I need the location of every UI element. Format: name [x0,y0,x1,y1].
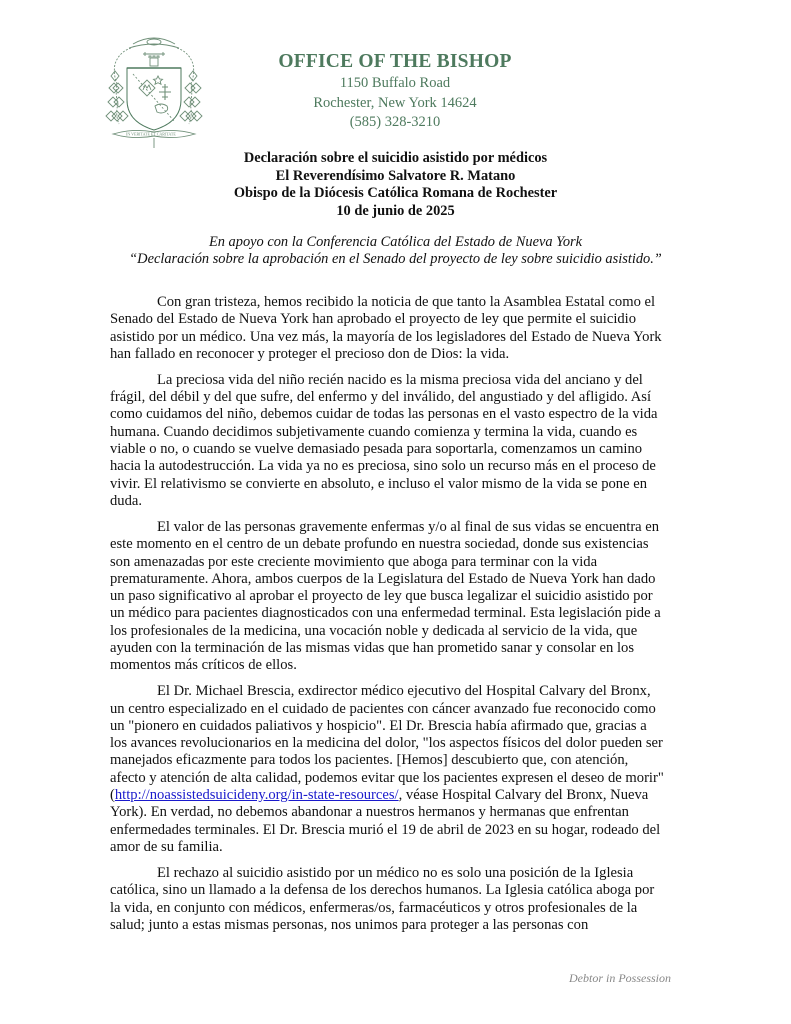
subheading-line: “Declaración sobre la aprobación en el Senado del proyecto de ley sobre suicidio asistido.” [129,251,662,267]
text-line: amor de su familia. [110,838,223,855]
diocesan-crest-logo [103,30,205,150]
document-body [110,294,676,943]
letterhead [250,50,540,133]
text-line: como cuidamos del niño, debemos cuidar de todas las personas en el vasto espectro de la vida [110,406,658,423]
text-line: un "pionero en cuidados paliativos y hospicio". El Dr. Brescia había afirmado que, gracias a [110,717,647,734]
paragraph [110,294,676,363]
document-date: 10 de junio de 2025 [336,202,455,219]
text-line: duda. [110,492,143,509]
document-heading [130,150,661,220]
address-city: Rochester, New York 14624 [313,94,477,111]
text-line: El rechazo al suicidio asistido por un médico no es solo una posición de la Iglesia [157,864,634,881]
text-line: prematuramente. Ahora, ambos cuerpos de la Legislatura del Estado de Nueva York han dado [110,570,656,587]
text-line: han fallado en reconocer y proteger el precioso don de Dios: la vida. [110,345,510,362]
text-line: un médico para pacientes diagnosticados con una enfermedad terminal. Esta legislación pide a [110,605,661,622]
paragraph [110,519,676,675]
resources-link[interactable]: http://noassistedsuicideny.org/in-state-resources/ [114,787,399,804]
text-line: El valor de las personas gravemente enfermas y/o al final de sus vidas se encuentra en [157,518,660,535]
debtor-watermark: Debtor in Possession [569,971,671,985]
svg-text:IN VERITATE ET CARITATE: IN VERITATE ET CARITATE [126,131,176,137]
text-line: Con gran tristeza, hemos recibido la noticia de que tanto la Asamblea Estatal como el [157,294,656,310]
text-line: afecto y atención de alta calidad, podemos evitar que los pacientes expresen el deseo de morir" [110,769,664,786]
text-line: hacia la autodestrucción. La vida ya no es preciosa, sino solo un recurso más en el proceso de [110,458,656,475]
text-line: un paso significativo al aprobar el proyecto de ley que busca legalizar el suicidio asistido por [110,588,653,605]
link-prefix: ( [110,787,115,804]
document-title: Declaración sobre el suicidio asistido por médicos [243,150,548,166]
text-line: manejados eficazmente para todos los pacientes. [Hemos] descubierto que, con atención, [110,752,629,769]
paragraph [110,683,676,856]
text-line: vivir. El relativismo se convierte en absoluto, e incluso el valor mismo de la vida se pone en [110,475,647,492]
text-line: La preciosa vida del niño recién nacido es la misma preciosa vida del anciano y del [157,371,643,388]
text-line: viable o no, o cuando se vuelve demasiado pesada para soportarla, comenzamos un camino [110,441,643,458]
subheading [110,234,681,268]
office-title: OFFICE OF THE BISHOP [278,51,512,72]
text-line: este momento en el centro de un debate profundo en nuestra sociedad, donde sus existencias [110,536,649,553]
text-line: El Dr. Michael Brescia, exdirector médico ejecutivo del Hospital Calvary del Bronx, [157,683,651,700]
text-line: momentos más críticos de ellos. [110,657,297,674]
text-line: los avances revolucionarios en la medicina del dolor, "los aspectos físicos del dolor pueden ser [110,735,663,752]
text-line: Senado del Estado de Nueva York han aprobado el proyecto de ley que permite el suicidio [110,311,637,328]
text-line: son amenazadas por este creciente movimiento que aboga para terminar con la vida [110,553,598,570]
text-line: ayuden con la terminación de las mismas vidas que han prometido sanar y consolar en los [110,640,635,657]
phone-number: (585) 328-3210 [349,114,441,130]
text-line: salud; junto a estas mismas personas, nos unimos para proteger a las personas con [110,916,589,933]
text-line: enfermedades terminales. El Dr. Brescia murió el 19 de abril de 2023 en su hogar, rodeado del [110,821,661,838]
address-street: 1150 Buffalo Road [339,75,451,91]
text-line: York). En verdad, no debemos abandonar a nuestros hermanos y hermanas que enfrentan [110,804,629,821]
link-suffix: , véase Hospital Calvary del Bronx, Nueva [398,787,649,804]
text-line: un centro especializado en el cuidado de pacientes con cáncer avanzado fue reconocido como [110,700,656,717]
text-line: católica, sino un llamado a la defensa de los derechos humanos. La Iglesia católica aboga por [110,882,655,899]
text-line-with-link [110,787,676,804]
paragraph [110,865,676,934]
author-position: Obispo de la Diócesis Católica Romana de Rochester [233,185,558,201]
subheading-line: En apoyo con la Conferencia Católica del Estado de Nueva York [208,234,583,250]
text-line: los profesionales de la medicina, una vocación noble y dedicada al servicio de la vida, que [110,622,638,639]
text-line: la vida, en conjunto con médicos, enfermeras/os, farmacéuticos y otros profesionales de la [110,899,638,916]
author-name: El Reverendísimo Salvatore R. Matano [275,167,516,184]
text-line: humana. Cuando decidimos subjetivamente cuando comienza y termina la vida, cuando es [110,423,638,440]
text-line: asistido por un médico. Una vez más, la mayoría de los legisladores del Estado de Nueva York [110,328,662,345]
text-line: frágil, del débil y del que sufre, del enfermo y del inválido, del angustiado y del afligido. Así [110,389,652,406]
paragraph [110,372,676,510]
